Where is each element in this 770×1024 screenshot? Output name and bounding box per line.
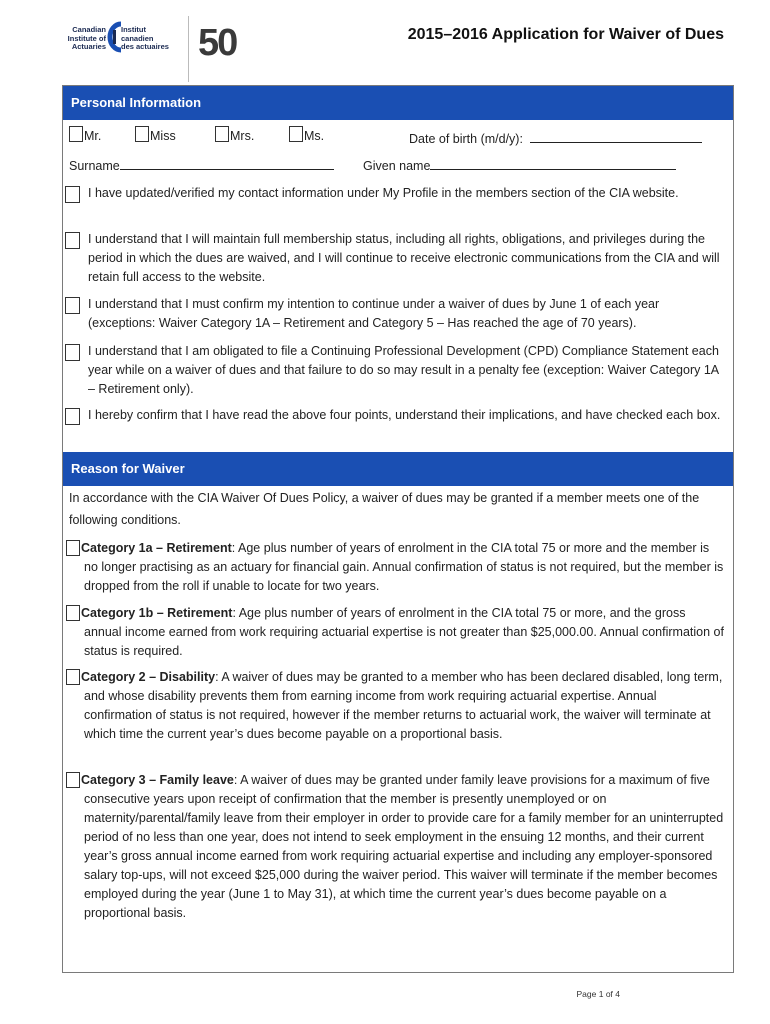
ms-checkbox[interactable] [289,126,303,142]
title-option-miss[interactable]: Miss [135,126,176,143]
category-2-checkbox[interactable] [66,669,80,685]
acknowledgement-cpd-compliance: I understand that I am obligated to file a Continuing Professional Development (CPD) Compliance Statement each year while on a waiver of dues and that failure to do so may result in a penalty fee (exception: Waiver Category 1A – Retirement only). [65,342,725,399]
acknowledgement-membership-status: I understand that I will maintain full membership status, including all rights, obligations, and privileges during the period in which the dues are waived, and I will continue to receive electronic communications from the CIA and will retain full access to the website. [65,230,725,287]
given-name-row [363,158,676,173]
category-1b-checkbox[interactable] [66,605,80,621]
personal-information-heading: Personal Information [63,86,733,120]
category-1a-checkbox[interactable] [66,540,80,556]
category-1a-retirement: Category 1a – Retirement: Age plus number of years of enrolment in the CIA total 75 or more and the member is no longer practising as an actuary for financial gain. Annual confirmation of status is not required, but the member is dropped from the roll if unable to locate for two years. [66,539,726,596]
cia-logo [64,22,244,72]
document-title: 2015–2016 Application for Waiver of Dues [407,26,724,43]
reason-for-waiver-heading: Reason for Waiver [63,452,733,486]
logo-french-name: Institut canadien des actuaires [121,25,169,51]
category-1b-retirement: Category 1b – Retirement: Age plus number of years of enrolment in the CIA total 75 or more, and the gross annual income earned from work requiring actuarial expertise is not greater than $25,000.00. Annual confirmation of status is required. [66,604,726,661]
date-of-birth-label: Date of birth (m/d/y): [409,132,523,146]
acknowledgement-annual-confirmation: I understand that I must confirm my intention to continue under a waiver of dues by June 1 of each year (exceptions: Waiver Category 1A – Retirement and Category 5 – Has reached the age of 70 years). [65,295,725,333]
category-3-family-leave: Category 3 – Family leave: A waiver of dues may be granted under family leave provisions for a maximum of five consecutive years upon receipt of confirmation that the member is presently unemployed or on maternity/parental/family leave from their employer in order to provide care for a family member for an uninterrupted period of no less than one year, does not intend to seek employment in the ensuing 12 months, and their current year’s gross annual income earned from work requiring actuarial expertise and including any employer-sponsored salary top-ups, will not exceed $25,000 during the waiver period. This waiver will terminate if the member becomes employed during the year (June 1 to May 31), at which time the current year’s dues become payable on a proportional basis. [66,771,726,923]
surname-row [69,158,334,173]
miss-checkbox[interactable] [135,126,149,142]
cpd-compliance-checkbox[interactable] [65,344,80,361]
contact-info-checkbox[interactable] [65,186,80,203]
annual-confirmation-checkbox[interactable] [65,297,80,314]
anniversary-50-logo: 50 [198,22,237,64]
confirm-read-checkbox[interactable] [65,408,80,425]
title-option-mrs[interactable]: Mrs. [215,126,254,143]
given-name-label: Given name [363,159,431,173]
logo-divider [188,16,189,82]
logo-english-name: Canadian Institute of Actuaries [67,25,106,51]
title-option-mr[interactable]: Mr. [69,126,101,143]
page-number: Page 1 of 4 [576,989,620,999]
mr-checkbox[interactable] [69,126,83,142]
acknowledgement-contact-info: I have updated/verified my contact information under My Profile in the members section of the CIA website. [65,184,725,203]
date-of-birth-field[interactable] [530,131,702,143]
given-name-field[interactable] [430,158,676,170]
reason-intro-text: In accordance with the CIA Waiver Of Dues Policy, a waiver of dues may be granted if a member meets one of the following conditions. [69,491,700,527]
surname-field[interactable] [120,158,334,170]
application-form [62,85,734,973]
mrs-checkbox[interactable] [215,126,229,142]
surname-label: Surname [69,159,120,173]
page-header [0,0,770,80]
category-2-disability: Category 2 – Disability: A waiver of dues may be granted to a member who has been declared disabled, long term, and whose disability prevents them from earning income from work requiring actuarial expertise. Annual confirmation of status is not required, however if the member returns to actuarial work, the waiver will terminate at which time the current year’s dues become payable on a proportional basis. [66,668,726,744]
acknowledgement-confirm-read: I hereby confirm that I have read the above four points, understand their implications, and have checked each box. [65,406,725,425]
membership-status-checkbox[interactable] [65,232,80,249]
category-3-checkbox[interactable] [66,772,80,788]
date-of-birth-row [409,131,702,146]
title-option-ms[interactable]: Ms. [289,126,324,143]
